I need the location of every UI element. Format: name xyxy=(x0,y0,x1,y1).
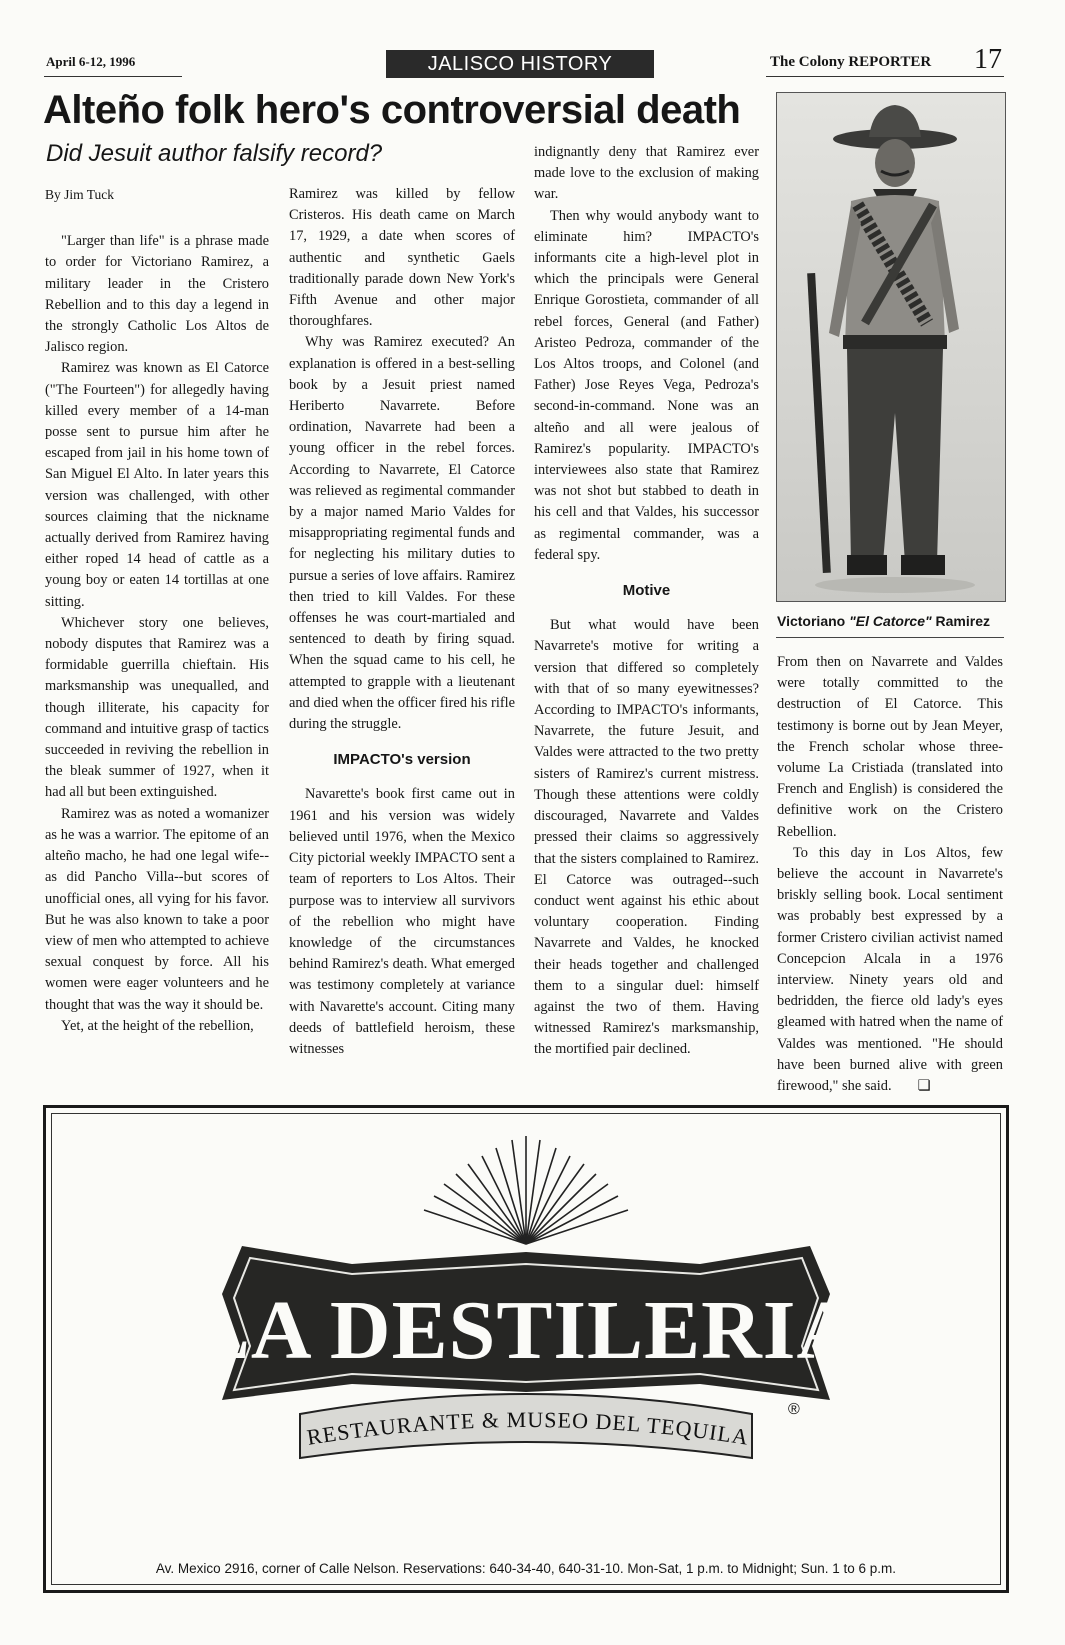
paragraph: From then on Navarrete and Valdes were totally committed to the destruction of El Catorce. This testimony is borne out by Jean Meyer, the French scholar whose three-volume La Cristiada (translated into French and English) is considered the definitive work on the Cristero Rebellion. xyxy=(777,654,1003,840)
paragraph-text: To this day in Los Altos, few believe the account in Navarrete's briskly selling book. Local sentiment was probably best expressed by a former Cristero civilian activist named Concepcion Alcala in a 1976 interview. Ninety years old and bedridden, the fierce old lady's eyes gleamed with hatred when the name of Valdes was mentioned. "He should have been burned alive with green firewood," she said. xyxy=(777,844,1003,1095)
ad-address-line: Av. Mexico 2916, corner of Calle Nelson. Reservations: 640-34-40, 640-31-10. Mon-Sat, 1 p.m. to Midnight; Sun. 1 to 6 p.m. xyxy=(155,1561,897,1576)
advertisement-la-destileria xyxy=(43,1105,1009,1593)
photo-caption xyxy=(777,613,990,629)
subheadline: Did Jesuit author falsify record? xyxy=(46,140,383,167)
paragraph: Yet, at the height of the rebellion, xyxy=(61,1017,254,1034)
paragraph: Ramirez was killed by fellow Cristeros. His death came on March 17, 1929, a date when scores of authentic and synthetic Gaels traditionally parade down New York's Fifth Avenue and other major thoroughfares. xyxy=(289,186,515,330)
paragraph: Then why would anybody want to eliminate him? IMPACTO's informants cite a high-level plot in which the principals were General Enrique Gorostieta, commander of all rebel forces, General (and Father) Aristeo Pedroza, commander of the Los Altos troops, and Colonel (and Father) Jose Reyes Vega, Pedroza's second-in-command. None was an alteño and all were jealous of Ramirez's popularity. IMPACTO's interviewees also state that Ramirez was not shot but stabbed to death in his cell and that Valdes, his successor as regimental commander, was a federal spy. xyxy=(534,207,759,563)
paragraph: Ramirez was as noted a womanizer as he was a warrior. The epitome of an alteño macho, he had one legal wife--as did Pancho Villa--but scores of unofficial ones, all vying for his favor. But he was also known to take a poor view of men who attempted to achieve sexual conquest by force. All his women were eager volunteers and he thought that was the way it should be. xyxy=(45,805,269,1013)
article-column-1 xyxy=(45,184,269,1037)
paragraph: "Larger than life" is a phrase made to order for Victoriano Ramirez, a military leader in the Cristero Rebellion and to this day a legend in the strongly Catholic Los Altos de Jalisco region. xyxy=(45,233,269,356)
byline: By Jim Tuck xyxy=(45,187,115,202)
page-number: 17 xyxy=(974,44,1002,75)
registered-mark: ® xyxy=(788,1401,800,1418)
paragraph: Whichever story one believes, nobody disputes that Ramirez was a formidable guerrilla chieftain. His marksmanship was unequalled, and though illiterate, his capacity for command and intuitive grasp of tactics succeeded in reviving the rebellion in the bleak summer of 1927, when it had all but been extinguished. xyxy=(45,614,269,801)
issue-date: April 6-12, 1996 xyxy=(46,54,136,69)
headline: Alteño folk hero's controversial death xyxy=(43,88,741,132)
article-column-4 xyxy=(777,652,1003,1097)
article-column-2 xyxy=(289,184,515,1060)
header-rule-left xyxy=(44,76,182,77)
paragraph: indignantly deny that Ramirez ever made love to the exclusion of making war. xyxy=(534,144,759,203)
ad-inner-border xyxy=(51,1113,1001,1585)
agave-icon xyxy=(424,1136,628,1244)
caption-suffix: Ramirez xyxy=(931,613,990,629)
caption-nickname: "El Catorce" xyxy=(849,613,932,629)
paragraph: But what would have been Navarrete's motive for writing a version that differed so completely with that of so many eyewitnesses? According to IMPACTO's informants, Navarrete, the future Jesuit, and Valdes were attracted to the two pretty sisters of Ramirez's current mistress. Though these attentions were coldly discouraged, Navarrete and Valdes pressed their claims so aggressively that the sisters complained to Ramirez. El Catorce was outraged--such conduct went against his ethic about voluntary cooperation. Finding Navarrete and Valdes, he knocked their heads together and challenged them to a singular duel: himself against the two of them. Having witnessed Ramirez's marksmanship, the mortified pair declined. xyxy=(534,617,759,1058)
paragraph: Why was Ramirez executed? An explanation is offered in a best-selling book by a Jesuit priest named Heriberto Navarrete. Before ordination, Navarrete had been a young officer in the rebel forces. According to Navarrete, El Catorce was relieved as regimental commander by a major named Mario Valdes for misappropriating regimental funds and for neglecting his military duties to pursue a series of love affairs. Ramirez then tried to kill Valdes. For these offenses he was court-martialed and sentenced to death by firing squad. When the squad came to his cell, he attempted to grapple with a lieutenant and died when the officer fired his rifle during the struggle. xyxy=(289,334,515,733)
ad-artwork xyxy=(52,1114,1000,1584)
end-mark-icon: ❏ xyxy=(917,1078,931,1095)
paragraph: Ramirez was known as El Catorce ("The Fourteen") for allegedly having killed every member of a 14-man posse sent to pursue him after he escaped from jail in his home town of San Miguel El Alto. In later years this version was challenged, with other sources claiming that the nickname actually derived from Ramirez having either roped 14 head of cattle as a young boy or eaten 14 tortillas at one sitting. xyxy=(45,360,269,610)
section-subhead-motive: Motive xyxy=(622,582,671,600)
caption-prefix: Victoriano xyxy=(777,613,850,629)
ad-brand-name: LA DESTILERIA xyxy=(193,1284,859,1377)
article-column-3 xyxy=(534,142,759,1061)
paragraph: Navarette's book first came out in 1961 and his version was widely believed until 1976, when the Mexico City pictorial weekly IMPACTO sent a team of reporters to Los Altos. Their purpose was to interview all survivors of the rebellion who might have knowledge of the circumstances behind Ramirez's death. What emerged was testimony completely at variance with Navarette's account. Citing many deeds of battlefield heroism, these witnesses xyxy=(289,786,515,1057)
photo-victoriano-ramirez xyxy=(776,92,1006,602)
section-subhead-impacto: IMPACTO's version xyxy=(333,751,471,769)
section-label: JALISCO HISTORY xyxy=(386,50,654,78)
header-rule-right xyxy=(766,76,1004,77)
portrait-illustration xyxy=(777,93,1005,601)
ad-banner-text: RESTAURANTE & MUSEO DEL TEQUILA xyxy=(305,1406,751,1450)
caption-rule xyxy=(776,637,1004,638)
masthead: The Colony REPORTER xyxy=(770,54,932,70)
paragraph xyxy=(777,843,1003,1097)
